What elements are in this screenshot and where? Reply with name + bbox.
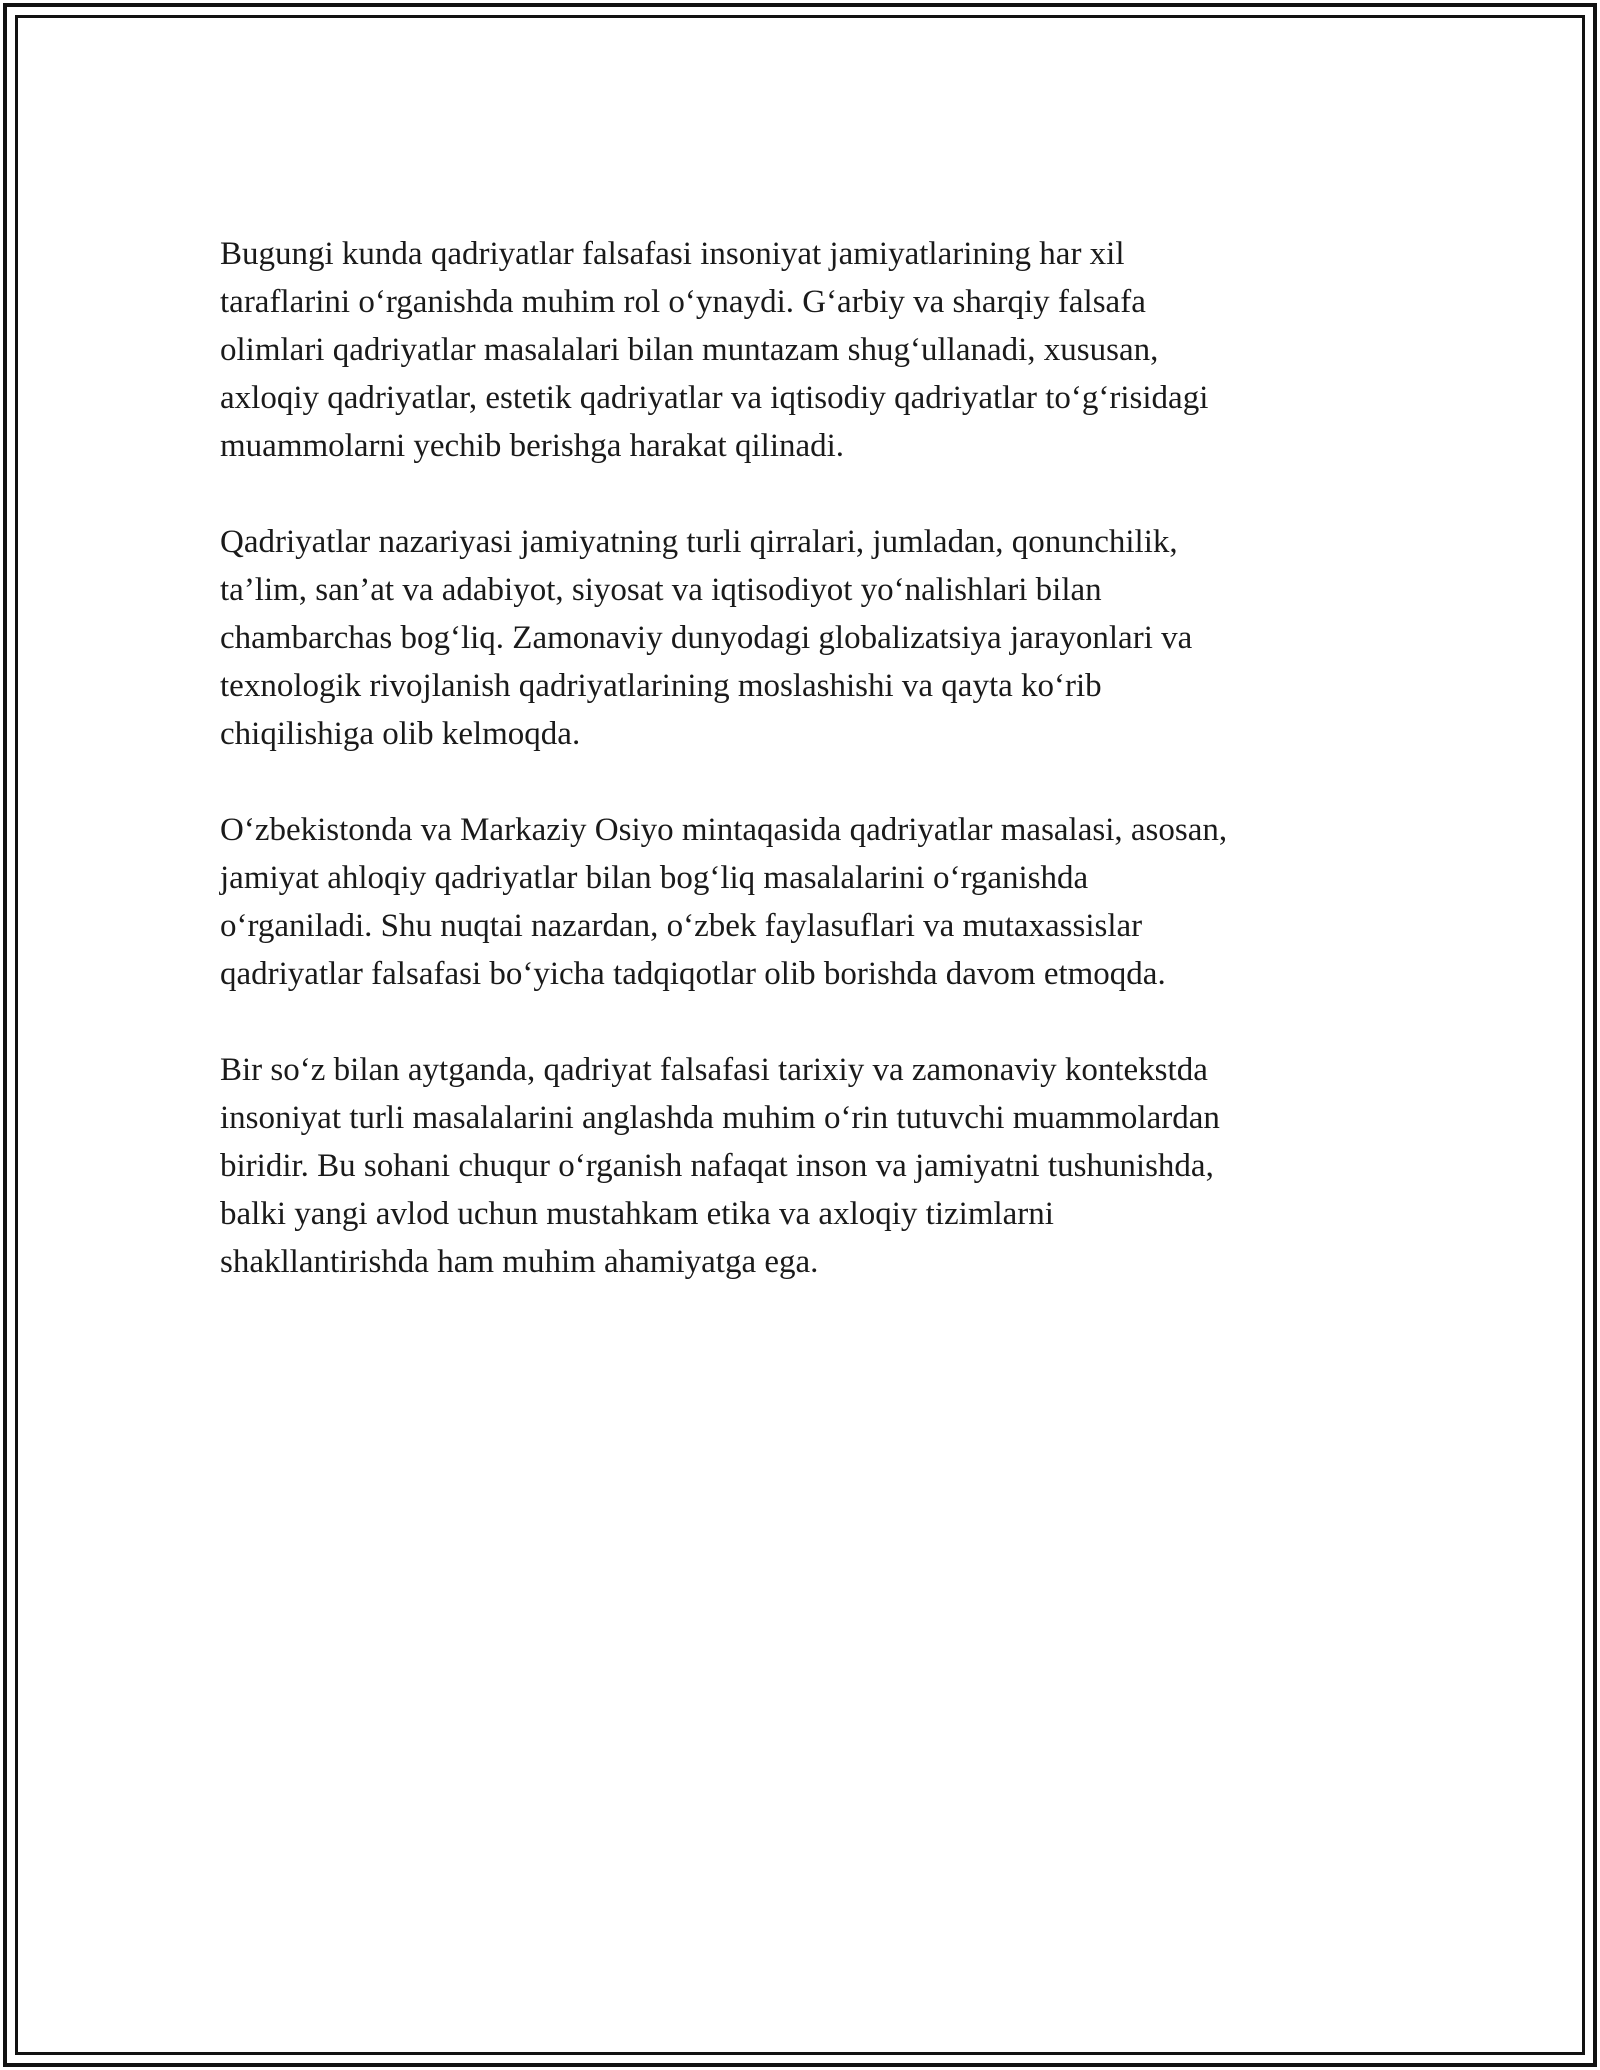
text-line: o‘rganiladi. Shu nuqtai nazardan, o‘zbek faylasuflari va mutaxassislar: [220, 908, 1143, 944]
text-line: Qadriyatlar nazariyasi jamiyatning turli qirralari, jumladan, qonunchilik,: [220, 524, 1178, 560]
text-line: muammolarni yechib berishga harakat qilinadi.: [220, 428, 845, 464]
paragraph-1: [220, 230, 1370, 470]
text-line: biridir. Bu sohani chuqur o‘rganish nafaqat inson va jamiyatni tushunishda,: [220, 1148, 1214, 1184]
paragraph-2: [220, 518, 1370, 758]
paragraph-4: [220, 1046, 1370, 1286]
text-line: chiqilishiga olib kelmoqda.: [220, 716, 581, 752]
text-line: insoniyat turli masalalarini anglashda muhim o‘rin tutuvchi muammolardan: [220, 1100, 1220, 1136]
text-line: balki yangi avlod uchun mustahkam etika va axloqiy tizimlarni: [220, 1196, 1054, 1232]
text-line: O‘zbekistonda va Markaziy Osiyo mintaqasida qadriyatlar masalasi, asosan,: [220, 812, 1228, 848]
text-line: qadriyatlar falsafasi bo‘yicha tadqiqotlar olib borishda davom etmoqda.: [220, 956, 1166, 992]
text-line: texnologik rivojlanish qadriyatlarining moslashishi va qayta ko‘rib: [220, 668, 1102, 704]
text-line: ta’lim, san’at va adabiyot, siyosat va iqtisodiyot yo‘nalishlari bilan: [220, 572, 1102, 608]
text-line: olimlari qadriyatlar masalalari bilan muntazam shug‘ullanadi, xususan,: [220, 332, 1159, 368]
text-line: taraflarini o‘rganishda muhim rol o‘ynaydi. G‘arbiy va sharqiy falsafa: [220, 284, 1146, 320]
text-line: jamiyat ahloqiy qadriyatlar bilan bog‘liq masalalarini o‘rganishda: [220, 860, 1089, 896]
text-line: Bugungi kunda qadriyatlar falsafasi insoniyat jamiyatlarining har xil: [220, 236, 1125, 272]
text-line: shakllantirishda ham muhim ahamiyatga ega.: [220, 1244, 819, 1280]
text-line: Bir so‘z bilan aytganda, qadriyat falsafasi tarixiy va zamonaviy kontekstda: [220, 1052, 1208, 1088]
document-body: [220, 230, 1370, 1334]
paragraph-3: [220, 806, 1370, 998]
text-line: axloqiy qadriyatlar, estetik qadriyatlar va iqtisodiy qadriyatlar to‘g‘risidagi: [220, 380, 1209, 416]
text-line: chambarchas bog‘liq. Zamonaviy dunyodagi globalizatsiya jarayonlari va: [220, 620, 1193, 656]
